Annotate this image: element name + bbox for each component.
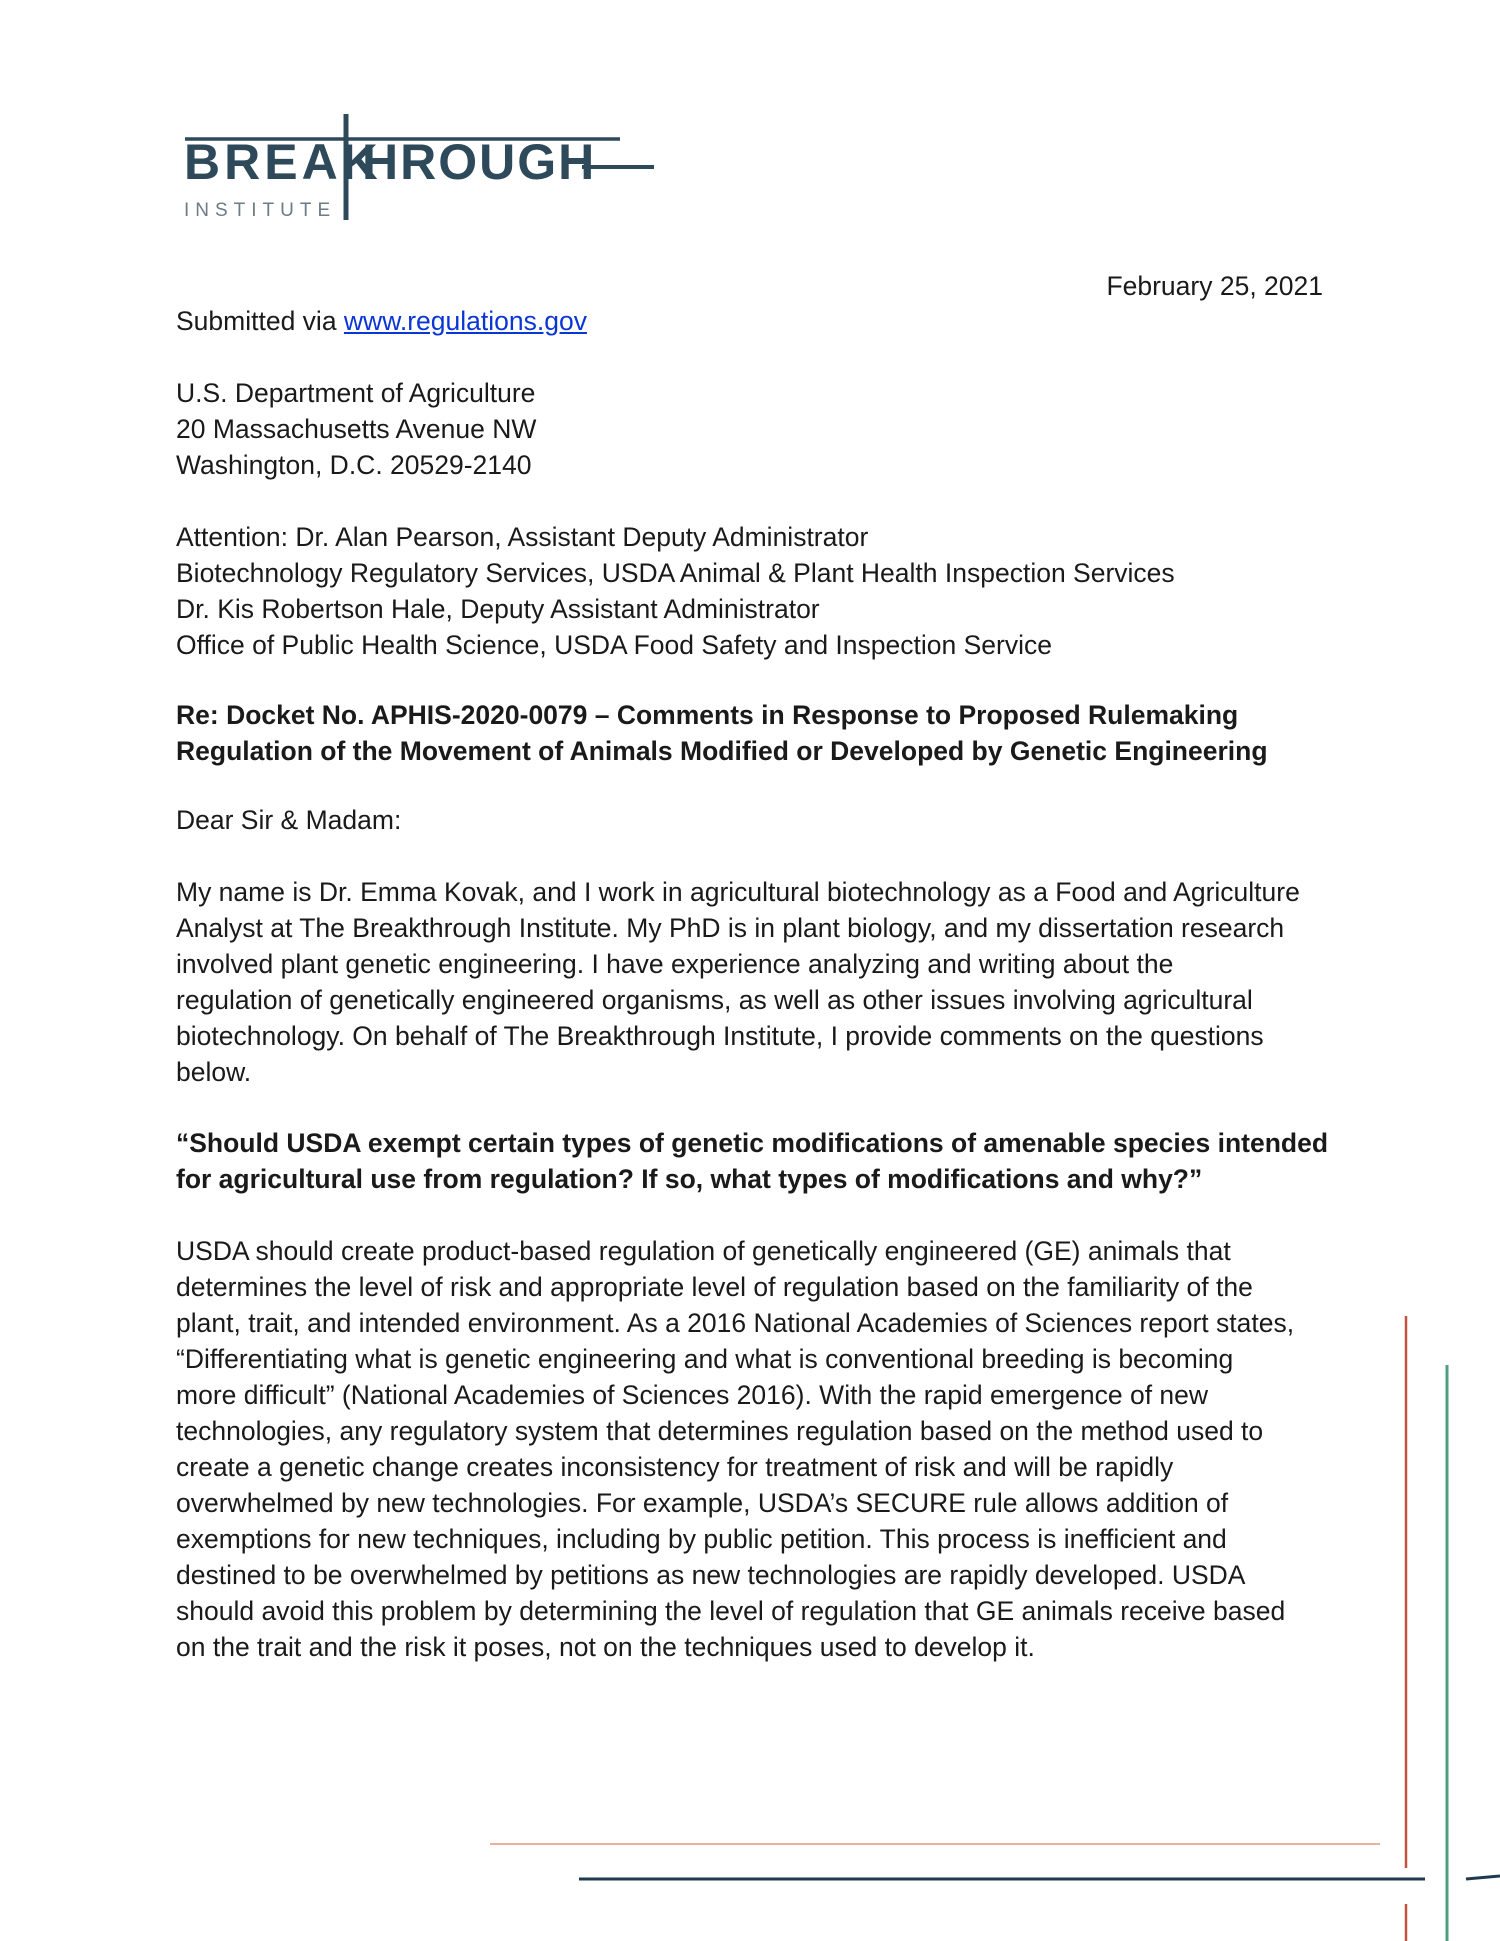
- paragraph-line: “Differentiating what is genetic engineering and what is conventional breeding is becoming: [176, 1344, 1234, 1374]
- question-heading: [176, 1125, 1336, 1197]
- paragraph-line: on the trait and the risk it poses, not on the techniques used to develop it.: [176, 1632, 1035, 1662]
- question-line: “Should USDA exempt certain types of genetic modifications of amenable species intended: [176, 1128, 1329, 1158]
- breakthrough-institute-logo: [182, 112, 662, 224]
- regulations-gov-link[interactable]: www.regulations.gov: [343, 306, 587, 336]
- address-line: U.S. Department of Agriculture: [176, 378, 536, 408]
- question-line: for agricultural use from regulation? If so, what types of modifications and why?”: [176, 1164, 1203, 1194]
- salutation-text: Dear Sir & Madam:: [176, 805, 402, 835]
- logo-graphic: [182, 112, 662, 224]
- paragraph-line: below.: [176, 1057, 252, 1087]
- paragraph-line: exemptions for new techniques, including by public petition. This process is inefficient and: [176, 1524, 1227, 1554]
- paragraph-line: involved plant genetic engineering. I have experience analyzing and writing about the: [176, 949, 1174, 979]
- subject-line-1: Re: Docket No. APHIS-2020-0079 – Comments in Response to Proposed Rulemaking: [176, 700, 1239, 730]
- intro-paragraph: [176, 874, 1336, 1090]
- paragraph-line: create a genetic change creates inconsistency for treatment of risk and will be rapidly: [176, 1452, 1174, 1482]
- logo-wordmark-left: BREAK: [184, 134, 382, 190]
- deco-navy-short: [1466, 1876, 1500, 1879]
- paragraph-line: overwhelmed by new technologies. For example, USDA’s SECURE rule allows addition of: [176, 1488, 1229, 1518]
- salutation: [176, 802, 1336, 838]
- subject-line-2: Regulation of the Movement of Animals Modified or Developed by Genetic Engineering: [176, 736, 1268, 766]
- paragraph-line: plant, trait, and intended environment. As a 2016 National Academies of Sciences report states,: [176, 1308, 1295, 1338]
- attention-line: Dr. Kis Robertson Hale, Deputy Assistant Administrator: [176, 594, 820, 624]
- attention-line: Attention: Dr. Alan Pearson, Assistant Deputy Administrator: [176, 522, 869, 552]
- logo-wordmark-right: HROUGH: [362, 134, 597, 190]
- paragraph-line: destined to be overwhelmed by petitions as new technologies are rapidly developed. USDA: [176, 1560, 1246, 1590]
- paragraph-line: determines the level of risk and appropriate level of regulation based on the familiarity of the: [176, 1272, 1253, 1302]
- attention-block: [176, 519, 1336, 663]
- submitted-prefix: Submitted via: [176, 306, 344, 336]
- subject-line: [176, 697, 1336, 769]
- attention-line: Biotechnology Regulatory Services, USDA Animal & Plant Health Inspection Services: [176, 558, 1175, 588]
- paragraph-line: USDA should create product-based regulation of genetically engineered (GE) animals that: [176, 1236, 1231, 1266]
- paragraph-line: more difficult” (National Academies of Sciences 2016). With the rapid emergence of new: [176, 1380, 1209, 1410]
- submission-line: [176, 303, 1336, 339]
- paragraph-line: regulation of genetically engineered organisms, as well as other issues involving agricultural: [176, 985, 1253, 1015]
- response-paragraph: [176, 1233, 1336, 1665]
- address-line: 20 Massachusetts Avenue NW: [176, 414, 537, 444]
- paragraph-line: biotechnology. On behalf of The Breakthrough Institute, I provide comments on the questions: [176, 1021, 1264, 1051]
- paragraph-line: technologies, any regulatory system that determines regulation based on the method used to: [176, 1416, 1264, 1446]
- paragraph-line: My name is Dr. Emma Kovak, and I work in agricultural biotechnology as a Food and Agriculture: [176, 877, 1300, 907]
- logo-subtitle: INSTITUTE: [184, 200, 337, 221]
- attention-line: Office of Public Health Science, USDA Food Safety and Inspection Service: [176, 630, 1052, 660]
- address-line: Washington, D.C. 20529-2140: [176, 450, 532, 480]
- paragraph-line: should avoid this problem by determining the level of regulation that GE animals receive based: [176, 1596, 1286, 1626]
- paragraph-line: Analyst at The Breakthrough Institute. My PhD is in plant biology, and my dissertation research: [176, 913, 1285, 943]
- letter-date: February 25, 2021: [1106, 271, 1323, 301]
- recipient-address: [176, 375, 1336, 483]
